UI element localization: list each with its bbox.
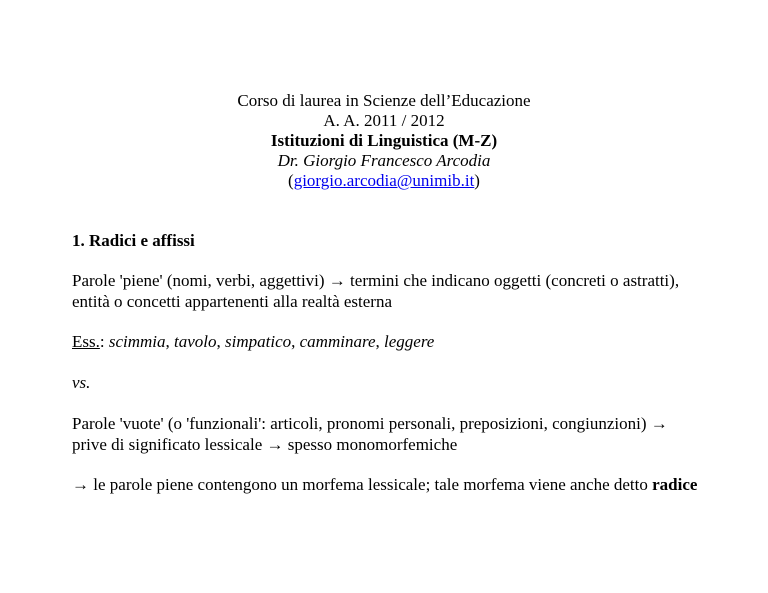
email-close-paren: ) xyxy=(474,171,480,190)
root-definition-text: → le parole piene contengono un morfema lessicale; tale morfema viene anche detto xyxy=(72,475,653,494)
subject-title: Istituzioni di Linguistica (M-Z) xyxy=(270,131,498,150)
vs-label: vs. xyxy=(72,373,91,392)
examples-line xyxy=(72,331,712,352)
teacher-name: Dr. Giorgio Francesco Arcodia xyxy=(277,151,491,170)
paragraph-line: entità o concetti appartenenti alla realtà esterna xyxy=(72,292,392,311)
examples-sep: , xyxy=(216,332,226,351)
course-name: Corso di laurea in Scienze dell’Educazione xyxy=(237,91,531,110)
paragraph-line: prive di significato lessicale → spesso monomorfemiche xyxy=(72,435,458,454)
email-open-paren: ( xyxy=(288,171,294,190)
academic-year: A. A. 2011 / 2012 xyxy=(323,111,445,130)
paragraph-full-words xyxy=(72,270,712,312)
paragraph-line: Parole 'piene' (nomi, verbi, aggettivi) → termini che indicano oggetti (concreti o astratti), xyxy=(72,271,680,290)
example-word: simpatico xyxy=(225,332,292,351)
examples-sep: , xyxy=(291,332,300,351)
examples-sep: , xyxy=(375,332,384,351)
email-line xyxy=(0,171,768,191)
paragraph-empty-words xyxy=(72,413,712,455)
section-title: 1. Radici e affissi xyxy=(72,231,195,250)
document-header xyxy=(0,91,768,191)
email-link[interactable]: giorgio.arcodia@unimib.it xyxy=(293,171,475,190)
root-definition xyxy=(72,474,712,495)
example-word: leggere xyxy=(384,332,435,351)
examples-colon: : xyxy=(99,332,109,351)
example-word: tavolo xyxy=(174,332,217,351)
examples-label: Ess. xyxy=(72,332,100,351)
paragraph-line: Parole 'vuote' (o 'funzionali': articoli, pronomi personali, preposizioni, congiunzioni) → xyxy=(72,414,668,433)
examples-sep: , xyxy=(165,332,175,351)
example-word: scimmia xyxy=(108,332,166,351)
example-word: camminare xyxy=(299,332,376,351)
root-term: radice xyxy=(652,475,698,494)
